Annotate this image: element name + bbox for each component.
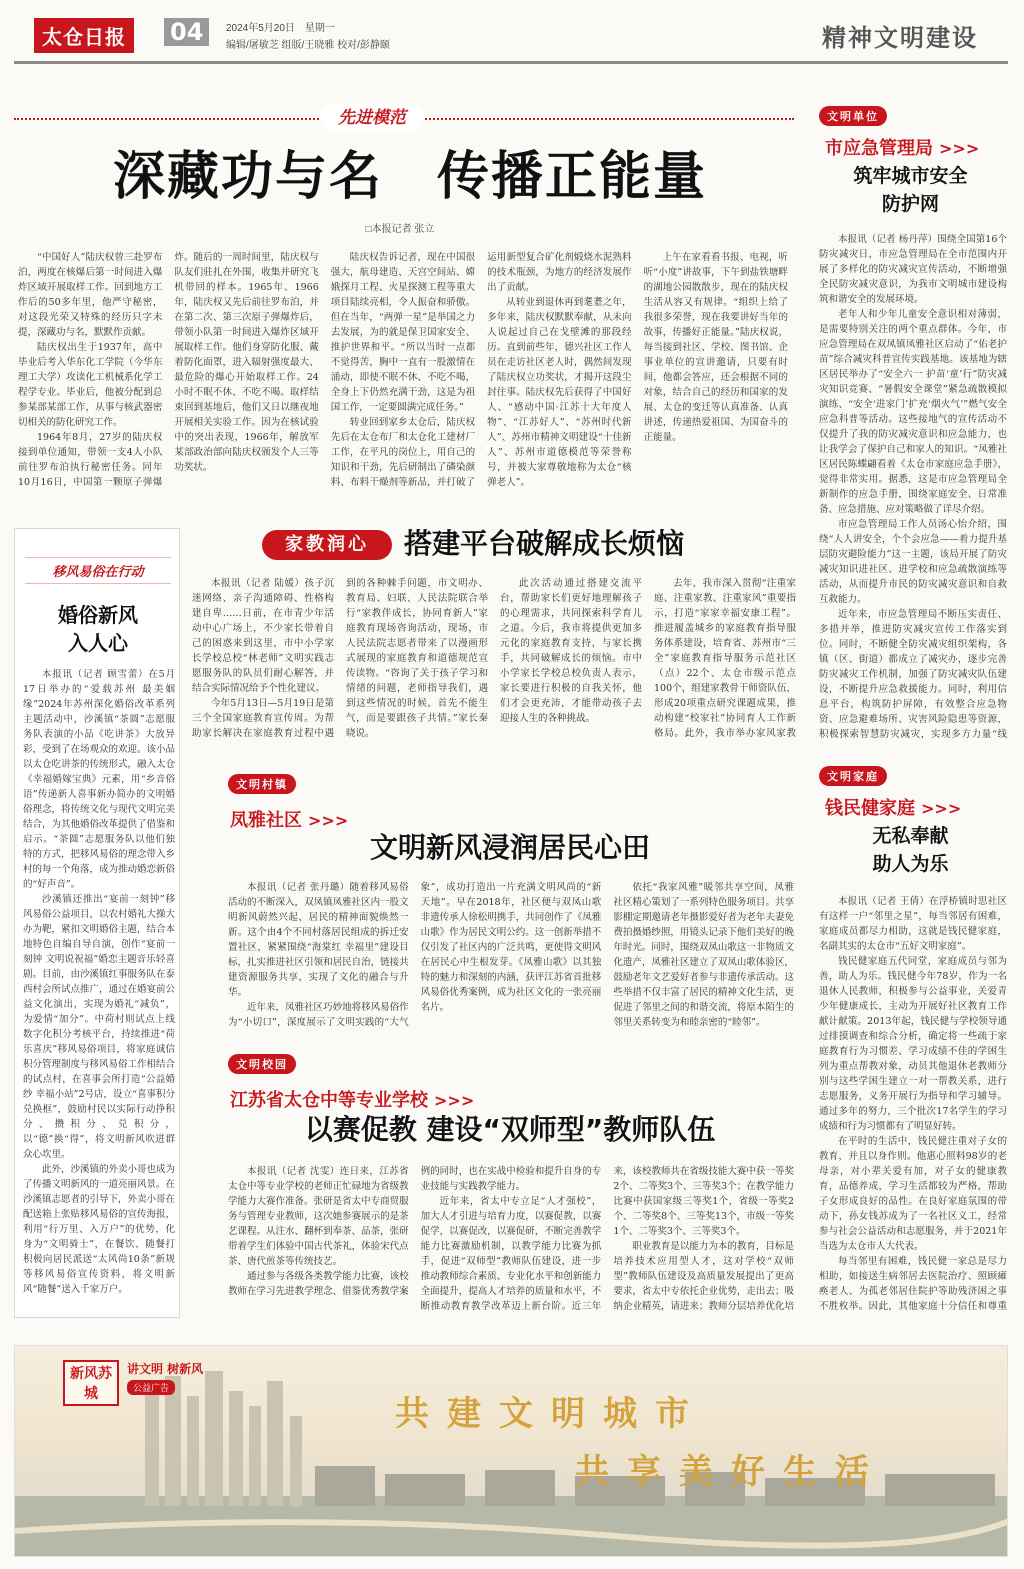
body-paragraph: 钱民健家庭五代同堂，家庭成员与邻为善，助人为乐。钱民健今年78岁，作为一名退休人民教师，积极参与公益事业，关爱青少年健康成长，主动为开展好社区教育工作献计献策。2013年起，钱民健与学校领导通过排摸调查和综合分析，确定将一些疏于家庭教育行为习惯差、学习成绩不佳的学困生列为重点帮教对象，动员其他退休老教师分别与这些学困生建立一对一帮教关系，进行志愿服务，义务开展行为指导和学习辅导。通过多年的努力，三个批次17名学生的学习成绩和行为习惯都有了明显好转。 (819, 956, 1007, 1132)
body-paragraph: 上午在家看看书报、电视，听听“小度”讲故事，下午到盐铁塘畔的湖地公园散散步，现在的陆庆权生活从容又有规律。“组织上给了我很多荣誉，现在我要讲好当年的故事，传播好正能量。”陆庆权说，每当接到社区、学校、图书馆、企事业单位的宣讲邀请，只要有时间，他都会答应，还会根据不同的对象，结合自己的经历和国家的发展、太仓的变迁等认真准备、认真讲述，传递热爱祖国、为国奋斗的正能量。 (643, 252, 788, 443)
emergency-headline-2: 防护网 (881, 193, 939, 215)
masthead (14, 14, 1008, 64)
body-paragraph: 今年5月13日—5月19日是第三个全国家庭教育宣传周。为帮助家长解决在家庭教育过程中遇到的各种棘手问题，市文明办、教育局、妇联、人民法院联合举行“家教伴成长，协同育新人”家庭教育现场咨询活动，现场，市人民法院志愿者带来了以漫画形式展现的家庭教育和道德规范宣传读物。“咨询了关于孩子学习和情绪的问题，老师指导我们，遇到这些情况的时候，首先不能生气，而是要跟孩子共情。”家长秦晓说。 (192, 578, 488, 739)
body-paragraph: 在平时的生活中，钱民健注重对子女的教育，并且以身作则。他惠心照料98岁的老母亲，对小辈关爱有加，对子女的健康教育，品德养成，学习生活都较为严格，帮助子女形成良好的品性。在良好家庭氛围的带动下，孙女钱苏成为了一名社区义工，经常参与社会公益活动和志愿服务，并于2021年当选为太仓市人大代表。 (819, 1136, 1007, 1252)
newspaper-logo: 太仓日报 (34, 18, 134, 53)
body-paragraph: 本报讯（记者 张丹璐）随着移风易俗活动的不断深入，双凤镇凤雅社区内一股文明新风蔚然兴起，居民的精神面貌焕然一新。这个由4个不同村落居民组成的拆迁安置社区，紧紧围绕“海棠红 幸福里”建设目标，扎实推进社区引领和居民自治，链接共建资源服务共享，实现了文化的融合与升华。 (228, 882, 409, 998)
body-paragraph: 1964年8月，27岁的陆庆权接到单位通知，带领一支4人小队前往罗布泊执行秘密任务。同年10月16日，中国第一颗原子弹爆炸。随后的一周时间里，陆庆权与队友们驻扎在外围，收集并研究飞机带回的样本。1965年、1966年，陆庆权又先后前往罗布泊，并在第二次、第三次原子弹爆炸后，带领小队第一时间进入爆炸区域开展取样工作。他们身穿防化服、戴着防化面罩，进入辐射强度最大、最危险的爆心开始取样工作。24小时不眠不休、不吃不喝。取样结束回到基地后，他们又日以继夜地开展相关实验工作。因为在核试验中的突出表现，1966年，解放军某部政治部向陆庆权颁发个人三等功奖状。 (18, 252, 319, 488)
lead-body (18, 250, 788, 492)
school-headline: 以赛促教 建设“双师型”教师队伍 (304, 1113, 716, 1146)
family-ribbon: 家教润心 (262, 530, 392, 560)
school-kicker: 江苏省太仓中等专业学校 >>> (230, 1090, 475, 1111)
category-badge: 文明村镇 (228, 774, 296, 794)
body-paragraph: 此外，沙溪镇的外卖小哥也成为了传播文明新风的一道亮丽风景。在沙溪镇志愿者的引导下，外卖小哥在配送箱上张贴移风易俗的宣传海报，利用“行万里、入万户”的优势，化身为“文明骑士”，在餐饮、随餐打积极向居民派送“太风尚10条”新规等移风易俗宣传资料，将文明新风“随餐”送入千家万户。 (23, 1164, 175, 1295)
body-paragraph: 此次活动通过搭建交流平台，帮助家长们更好地理解孩子的心理需求，共同探索科学育儿之道。今后，我市将提供更加多元化的家庭教育支持，与家长携手，共同破解成长的烦恼。市中小学家长学校总校负责人表示，家长要进行积极的自我关怀，他们才会更充沛，才能带动孩子去迎接人生的各种挑战。 (500, 578, 642, 724)
family-model-headline-1: 无私奉献 (872, 825, 949, 847)
family-model-headline-2: 助人为乐 (872, 853, 949, 875)
banner-slogan-2: 共享美好生活 (575, 1452, 887, 1492)
school-body (228, 1164, 794, 1320)
body-paragraph: 从转业到退休再到耄耋之年，多年来，陆庆权默默奉献，从未向人说起过自己在戈壁滩的那段经历。直到前些年，德兴社区工作人员在走访社区老人时，偶然间发现了陆庆权立功奖状，才揭开这段尘封往事。陆庆权先后获得了中国好人、“感动中国·江苏十大年度人物”、“江苏好人”、“苏州时代新人”、苏州市精神文明建设“十佳新人”、苏州市道德模范等荣誉称号，并被大家尊敬地称为太仓“核弹老人”。 (487, 297, 632, 488)
village-kicker: 凤雅社区 >>> (230, 810, 349, 831)
lead-byline: □本报记者 张立 (365, 224, 435, 235)
emergency-body (819, 232, 1007, 748)
family-body (192, 576, 796, 748)
banner-slogan-1: 共建文明城市 (395, 1394, 707, 1434)
body-paragraph: 近年来，凤雅社区巧妙地将移风易俗作为“小切口”，深度展示了文明实践的“大气象”，成功打造出一片充满文明风尚的“新天地”。早在2018年，社区便与双凤山歌非遗传承人徐松明携手，共同创作了《凤雅山歌》作为居民文明公约。这一创新举措不仅引发了社区内的广泛共鸣，更使得文明风在居民心中生根发芽。《凤雅山歌》以其独特的魅力和深刻的内涵，获评江苏省首批移风易俗优秀案例，成为社区文化的一张亮丽名片。 (228, 882, 602, 1028)
customs-ribbon: 移风易俗在行动 (25, 557, 171, 584)
emergency-article (813, 98, 1008, 748)
body-paragraph: 每当邻里有困难，钱民健一家总是尽力相助，如接送生病邻居去医院治疗、照顾瘫痪老人、为孤老邻居住院护等助残济困之事不胜枚举。因此，其他家庭十分信任和尊重 (819, 1256, 1007, 1312)
customs-body (23, 667, 175, 1313)
body-paragraph: 市应急管理局工作人员汤心怡介绍，围绕“人人讲安全，个个会应急——着力提升基层防灾避险能力”这一主题，该局开展了防灾减灾知识进社区、进学校和应急疏散演练等活动，从而提升市民的防灾减灾意识和自救互救能力。 (819, 519, 1007, 605)
family-model-body (819, 894, 1007, 1318)
body-paragraph: 近年来，省太中专立足“人才强校”，加大人才引进与培育力度，以赛促教，以赛促学，以赛促改，以赛促研，不断完善教学能力比赛激励机制，以教学能力比赛为抓手，促进“双师型”教师队伍建设，进一步推动教师综合素质、专业化水平和创新能力全面提升，提高人才培养的质量和水平，不断推动教育教学改革迈上新台阶。近三年来，该校教师共在省级技能大赛中获一等奖2个、二等奖3个、三等奖3个；在教学能力比赛中获国家级三等奖1个，省级一等奖2个、二等奖8个、三等奖13个，市级一等奖1个、二等奖3个、三等奖3个。 (420, 1166, 794, 1312)
editor-credits: 编辑/屠敏芝 组版/王晓雅 校对/彭静颐 (226, 40, 390, 51)
category-badge: 文明家庭 (819, 766, 887, 786)
body-paragraph: 沙溪镇还推出“宴前一刻钟”移风易俗公益项目，以农村婚礼大操大办为靶，紧扣文明婚俗主题，结合本地特色自编自导自演，创作“宴前一刻钟 文明说祝福”婚恋主题音乐轻喜剧。目前，由沙溪镇红事服务队在泰西村会所试点推广，通过在婚宴前公益文化演出，实现为婚礼“减负”，为爱情“加分”。中荷村则试点上线数字化积分考核平台，持续推进“荷乐喜庆”移风易俗项目，将家庭诚信积分管理制度与移风易俗工作相结合的试点村，在喜事会所打造“公益婚纱 幸福小站”2号店，设立“喜事积分兑换框”，鼓励村民以实际行动挣积分、攒积分、兑积分，以“德”换“得”，将文明新风吹进群众心坎里。 (23, 894, 175, 1160)
body-paragraph: 职业教育是以能力为本的教育，目标是培养技术应用型人才，这对学校“双师型”教师队伍建设及高质量发展提出了更高要求，省太中专依托企业优势，走出去；吸纳企业精英，请进来；教师分层培养优化培 (613, 1241, 794, 1312)
village-headline: 文明新风浸润居民心田 (369, 831, 650, 864)
family-model-kicker: 钱民健家庭 >>> (825, 798, 962, 819)
body-paragraph: 近年来，市应急管理局不断压实责任、多措并举，推进防灾减灾宣传工作落实到位。同时，不断健全防灾减灾组织架构，各镇（区、街道）都成立了减灾办，逐步完善防灾减灾工作机制，加强了防灾减灾队伍建设，不断提升应急救援能力。同时，利用信息平台，构筑防护屏障，有效整合应急物资、应急避难场所、灾害风险隐患等资源，积极探索智慧防灾减灾，实现多方力量“线 (819, 609, 1007, 740)
issue-date: 2024年5月20日 星期一 (226, 23, 335, 34)
body-paragraph: 陆庆权告诉记者，现在中国很强大，航母建造、天宫空间站、嫦娥探月工程、火星探测工程等重大项目陆续亮相，令人振奋和骄傲。但在当年，“两弹一星”是举国之力去发展，为的就是保卫国家安全、推护世界和平。“所以当时一点都不觉得苦，胸中一直有一股激情在涌动，即使不眠不休、不吃不喝，全身上下仍然充满干劲，这是为祖国工作，一定要圆满完成任务。” (330, 252, 476, 413)
customs-article (14, 528, 180, 1318)
village-body (228, 880, 794, 1042)
unit-kicker: 市应急管理局 >>> (825, 138, 980, 159)
body-paragraph: 通过参与各级各类教学能力比赛，该校教师在学习先进教学理念、借鉴优秀教学案例的同时，也在实战中检验和提升自身的专业技能与实践教学能力。 (228, 1166, 602, 1297)
body-paragraph: 陆庆权出生于1937年，高中毕业后考入华东化工学院（今华东理工大学）攻读化工机械系化学工程学专业。毕业后，他被分配到总参某部某部工作，从事与核武器密切相关的防化研究工作。 (18, 342, 163, 428)
body-paragraph: 本报讯（记者 王倩）在浮桥镇时思社区有这样一户“邻里之星”，每当邻居有困难，家庭成员都尽力相助，这就是钱民健家庭，名副其实的太仓市“五好文明家庭”。 (819, 896, 1007, 952)
body-paragraph: 老年人和少年儿童安全意识相对薄弱，是需要特别关注的两个重点群体。今年，市应急管理局在双凤镇凤雅社区启动了“佑老护苗”综合减灾科普宣传实践基地。该基地为辖区居民举办了“安全六一 护苗‘童’行”防灾减灾知识竞赛、“暑假安全课堂”紧急疏散模拟演练、“安全‘进家门’扩充‘烟火气’”燃气安全应急科普等活动。这些接地气的宣传活动不仅提升了我的防灾减灾意识和应急能力，也让我学会了保护自己和家人的知识。“凤雅社区居民陈蝶翩看着《太仓市家庭应急手册》，觉得非常实用。据悉，这是市应急管理局全新制作的应急手册，围绕家庭安全、日常准备、应急措施、应对策略做了详尽介绍。 (819, 309, 1007, 515)
customs-headline-1: 婚俗新风 (58, 603, 138, 627)
body-paragraph: 本报讯（记者 沈雯）连日来，江苏省太仓中等专业学校的老师正忙碌地为省级教学能力大赛作准备。张研是省太中专商贸服务与管理专业教师，这次她参赛展示的是茶艺课程。从注水、翻杯到奉茶、品茶，张研带着学生们体验中国古代茶礼，体验宋代点茶、唐代煎茶等传统技艺。 (228, 1166, 409, 1267)
public-service-banner (14, 1345, 1008, 1557)
section-title: 精神文明建设 (822, 24, 978, 52)
body-paragraph: 本报讯（记者 陆媛）孩子沉迷网络、亲子沟通障碍、性格构建自卑……日前，在市青少年活动中心广场上，不少家长带着自己的困惑来到这里，市中小学家长学校总校“林老师”文明实践志愿服务队的队员们耐心解答，并结合实际情况给予个性化建议。 (192, 578, 334, 694)
page-number: 04 (164, 18, 209, 46)
body-paragraph: 本报讯（记者 杨丹萍）围绕全国第16个防灾减灾日，市应急管理局在全市范围内开展了多样化的防灾减灾宣传活动，不断增强全民防灾减灾意识，为我市文明城市建设构筑和谐安全的发展环境。 (819, 234, 1007, 305)
category-badge: 文明校园 (228, 1054, 296, 1074)
body-paragraph: “中国好人”陆庆权曾三赴罗布泊，两度在核爆后第一时间进入爆炸区域开展取样工作。回到地方工作后的50多年里，他严守秘密，对这段光荣又特殊的经历只字未提，深藏功与名，默默作贡献。 (18, 252, 163, 338)
banner-tagline: 讲文明 树新风 (127, 1362, 204, 1376)
body-paragraph: 依托“我家风雅”暖邻共享空间，凤雅社区精心策划了一系列特色服务项目。共享影棚定期邀请老年摄影爱好者为老年夫妻免费拍摄婚纱照，用镜头记录下他们美好的晚年时光。同时，围绕双凤山歌这一非物质文化遗产，凤雅社区建立了双凤山歌体验区，鼓励老年文艺爱好者参与非遗传承活动。这些举措不仅丰富了居民的精神文化生活，更促进了邻里之间的和谐交流，将原本陌生的邻里关系转变为和睦亲密的“睦邻”。 (613, 882, 794, 1028)
customs-headline-2: 入人心 (68, 631, 128, 655)
emergency-headline-1: 筑牢城市安全 (853, 165, 968, 187)
category-badge: 文明单位 (819, 106, 887, 126)
body-paragraph: 本报讯（记者 顾雪蕾）在5月17日举办的“爱载苏州 最美姻缘”2024年苏州深化婚俗改革系列主题活动中，沙溪镇“茶圆”志愿服务队表演的小品《吃讲茶》大放异彩，受到了在场观众的欢迎。该小品以太仓吃讲茶的传统形式，融入太仓《幸福婚嫁宝典》元素，用“乡音俗语”传递新人喜事新办简办的文明婚俗理念，将传统文化与现代文明完美结合，为其他婚俗改革提供了借鉴和启示。“茶圆”志愿服务队以他们独特的方式，把移风易俗的理念带入乡村的每一个角落，成为推动婚恋新俗的“好声音”。 (23, 669, 175, 890)
banner-tag-ad: 公益广告 (127, 1380, 175, 1395)
family-headline: 搭建平台破解成长烦恼 (404, 527, 685, 560)
family-model-article (813, 758, 1008, 1318)
body-paragraph: 去年，我市深入贯彻“注重家庭、注重家教、注重家风”重要指示，打造“家家幸福安康工程”。推进履盖城乡的家庭教育指导服务体系建设，培育省、苏州市“三全”家庭教育指导服务示范社区（点）22个、太仓市级示范点100个，组建家教骨干师资队伍，形成20项重点研究课题成果，推动构建“校家社”协同育人工作新格局。此外，我市举办家风家教 (654, 578, 796, 739)
lead-headline: 深藏功与名 传播正能量 (112, 146, 707, 207)
lead-ribbon: 先进模范 (320, 104, 424, 132)
banner-logo: 新风苏城 (63, 1360, 119, 1406)
body-paragraph: 转业回到家乡太仓后，陆庆权先后在太仓布厂和太仓化工建材厂工作，在平凡的岗位上，用自己的知识和干劲，先后研制出了磷染颜料、布料干燥剂等新品，并打破了运用新型复合矿化剂煅烧水泥熟料的技术瓶颈，为地方的经济发展作出了贡献。 (330, 252, 632, 488)
